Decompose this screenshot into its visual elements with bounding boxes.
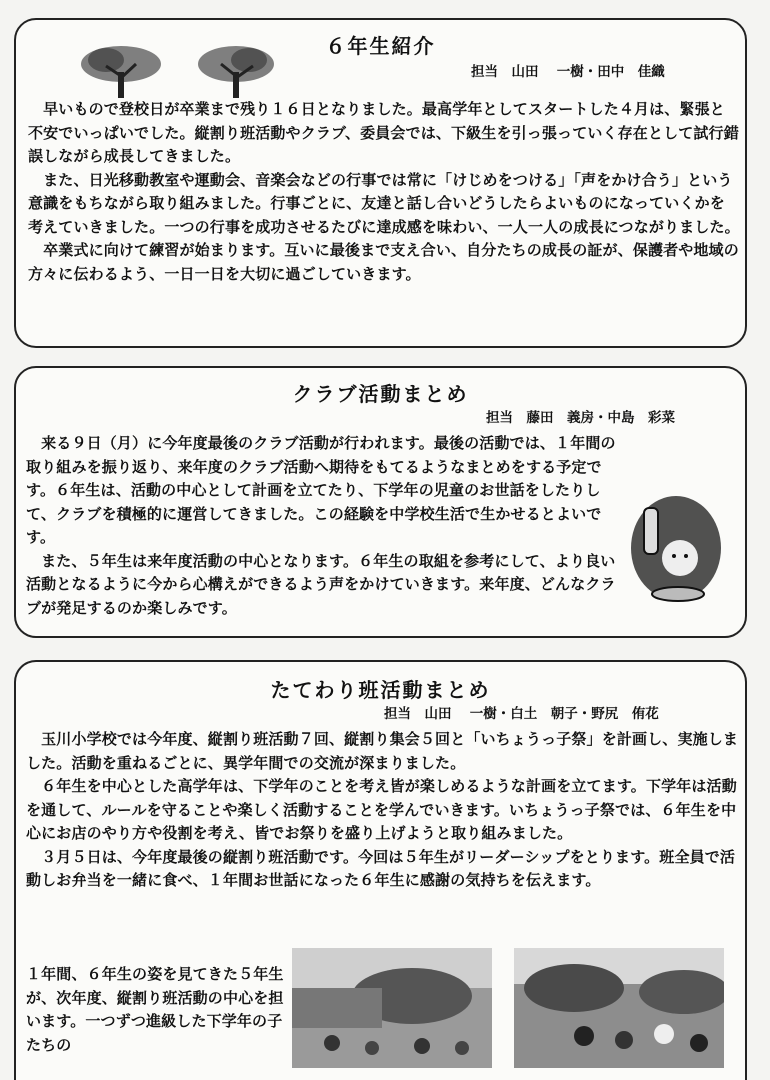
staff-credit: 担当 藤田 義房・中島 彩菜 (486, 410, 675, 426)
staff-credit: 担当 山田 一樹・田中 佳織 (471, 64, 665, 80)
section-title: ６年生紹介 (325, 34, 436, 58)
paragraph: 玉川小学校では今年度、縦割り班活動７回、縦割り集会５回と「いちょうっ子祭」を計画し、実施しました。活動を重ねるごとに、異学年間での交流が深まりました。 (26, 730, 739, 772)
section-vertical-group-activities (14, 660, 747, 1080)
section-title: たてわり班活動まとめ (270, 678, 491, 702)
section-body (26, 728, 742, 893)
paragraph: 早いもので登校日が卒業まで残り１６日となりました。最高学年としてスタートした４月は、緊張と不安でいっぱいでした。縦割り班活動やクラブ、委員会では、下級生を引っ張っていく存在として試行錯誤しながら成長してきました。 (28, 100, 739, 165)
paragraph: ３月５日は、今年度最後の縦割り班活動です。今回は５年生がリーダーシップをとります。班全員で活動しお弁当を一緒に食べ、１年間お世話になった６年生に感謝の気持ちを伝えます。 (26, 847, 736, 889)
paragraph: １年間、６年生の姿を見てきた５年生が、次年度、縦割り班活動の中心を担います。一つずつ進級した下学年の子たちの (26, 965, 284, 1054)
paragraph: また、日光移動教室や運動会、音楽会などの行事では常に「けじめをつける」「声をかけ合う」という意識をもちながら取り組みました。行事ごとに、友達と話し合いどうしたらよいものになっていくかを考えていきました。一つの行事を成功させるたびに達成感を味わい、一人一人の成長につながりました。 (28, 170, 740, 236)
club-illustration (626, 486, 726, 606)
tree-illustration-right (191, 42, 281, 102)
paragraph: また、５年生は来年度活動の中心となります。６年生の取組を参考にして、より良い活動となるように今から心構えができるよう声をかけていきます。来年度、どんなクラブが発足するのか楽しみです。 (26, 551, 616, 617)
paragraph: 卒業式に向けて練習が始まります。互いに最後まで支え合い、自分たちの成長の証が、保護者や地域の方々に伝わるよう、一日一日を大切に過ごしていきます。 (28, 241, 739, 283)
section-sixth-grade (14, 18, 747, 348)
section-club-activities (14, 366, 747, 638)
section-title: クラブ活動まとめ (292, 382, 469, 406)
activity-photo-left (292, 948, 492, 1068)
section-body-continued (26, 963, 284, 1057)
paragraph: 来る９日（月）に今年度最後のクラブ活動が行われます。最後の活動では、１年間の取り組みを振り返り、来年度のクラブ活動へ期待をもてるようなまとめをする予定です。６年生は、活動の中心として計画を立てたり、下学年の児童のお世話をしたりして、クラブを積極的に運営してきました。この経験を中学校生活で生かせるとよいです。 (26, 434, 616, 546)
staff-credit: 担当 山田 一樹・白土 朝子・野尻 侑花 (384, 706, 659, 722)
activity-photo-right (514, 948, 724, 1068)
paragraph: ６年生を中心とした高学年は、下学年のことを考え皆が楽しめるような計画を立てます。下学年は活動を通して、ルールを守ることや楽しく活動することを学んでいきます。いちょうっ子祭では、６年生を中心にお店のやり方や役割を考え、皆でお祭りを盛り上げようと取り組みました。 (26, 777, 737, 842)
section-body (28, 98, 740, 286)
tree-illustration-left (76, 42, 166, 102)
